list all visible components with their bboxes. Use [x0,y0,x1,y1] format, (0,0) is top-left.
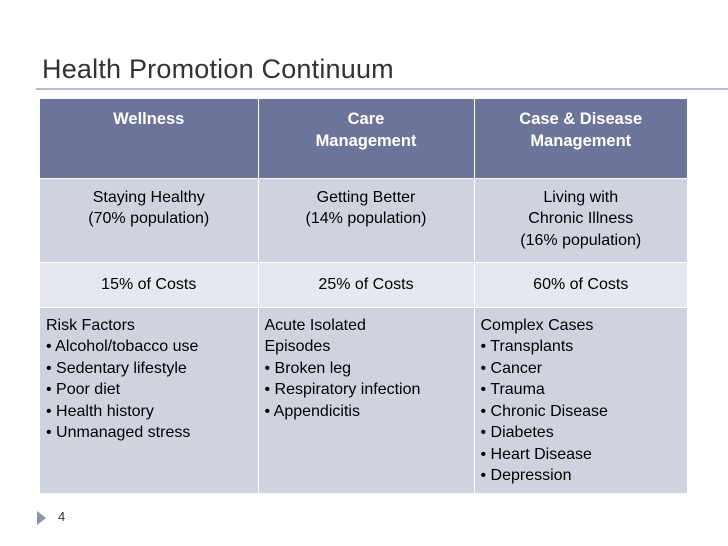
cell-line: Acute Isolated [264,316,366,334]
detail-cell-care [258,307,474,493]
bullet-item: • Health history [46,402,154,420]
cost-cell-care: 25% of Costs [258,262,474,307]
cell-line: Chronic Illness [528,210,634,227]
header-wellness [40,99,258,178]
bullet-item: • Transplants [480,338,574,355]
cell-line: Staying Healthy [92,188,205,206]
bullet-item: • Sedentary lifestyle [46,359,187,377]
continuum-table [40,99,687,494]
bullet-item: • Trauma [480,381,545,398]
bullet-item: • Chronic Disease [480,402,608,420]
cell-line: Episodes [264,338,331,355]
header-line: Case & Disease [519,110,643,128]
cell-line: (70% population) [88,210,210,227]
header-line: Care [347,110,385,128]
cost-row [40,262,687,307]
bullet-item: • Alcohol/tobacco use [46,338,199,355]
header-line: Management [315,131,417,150]
bullet-item: • Poor diet [46,381,121,398]
cell-line: Complex Cases [480,316,594,334]
detail-cell-case [474,307,687,493]
population-cell-case [474,178,687,262]
bullet-item: • Diabetes [480,424,554,441]
detail-cell-wellness [40,307,258,493]
header-row [40,99,687,178]
bullet-item: • Cancer [480,359,543,377]
cost-cell-wellness: 15% of Costs [40,262,258,307]
cell-line: Living with [543,188,619,206]
bullet-item: • Depression [480,467,572,484]
detail-row [40,307,687,493]
slide-arrow-icon [37,511,46,525]
cell-line: (16% population) [520,231,642,249]
header-case-disease-management [474,99,687,178]
header-care-management [258,99,474,178]
bullet-item: • Heart Disease [480,445,592,463]
cell-line: (14% population) [305,210,427,227]
header-line: Wellness [113,110,185,128]
bullet-item: • Unmanaged stress [46,424,191,441]
bullet-item: • Broken leg [264,359,352,377]
header-line: Management [530,131,632,150]
population-cell-wellness [40,178,258,262]
cell-line: Risk Factors [46,316,135,334]
bullet-item: • Appendicitis [264,402,360,420]
continuum-table-container [40,99,687,494]
title-divider [36,88,728,90]
population-row [40,178,687,262]
cell-line: Getting Better [316,188,416,206]
cost-cell-case: 60% of Costs [474,262,687,307]
population-cell-care [258,178,474,262]
slide-title: Health Promotion Continuum [42,54,394,84]
bullet-item: • Respiratory infection [264,381,421,398]
page-number: 4 [58,509,66,524]
